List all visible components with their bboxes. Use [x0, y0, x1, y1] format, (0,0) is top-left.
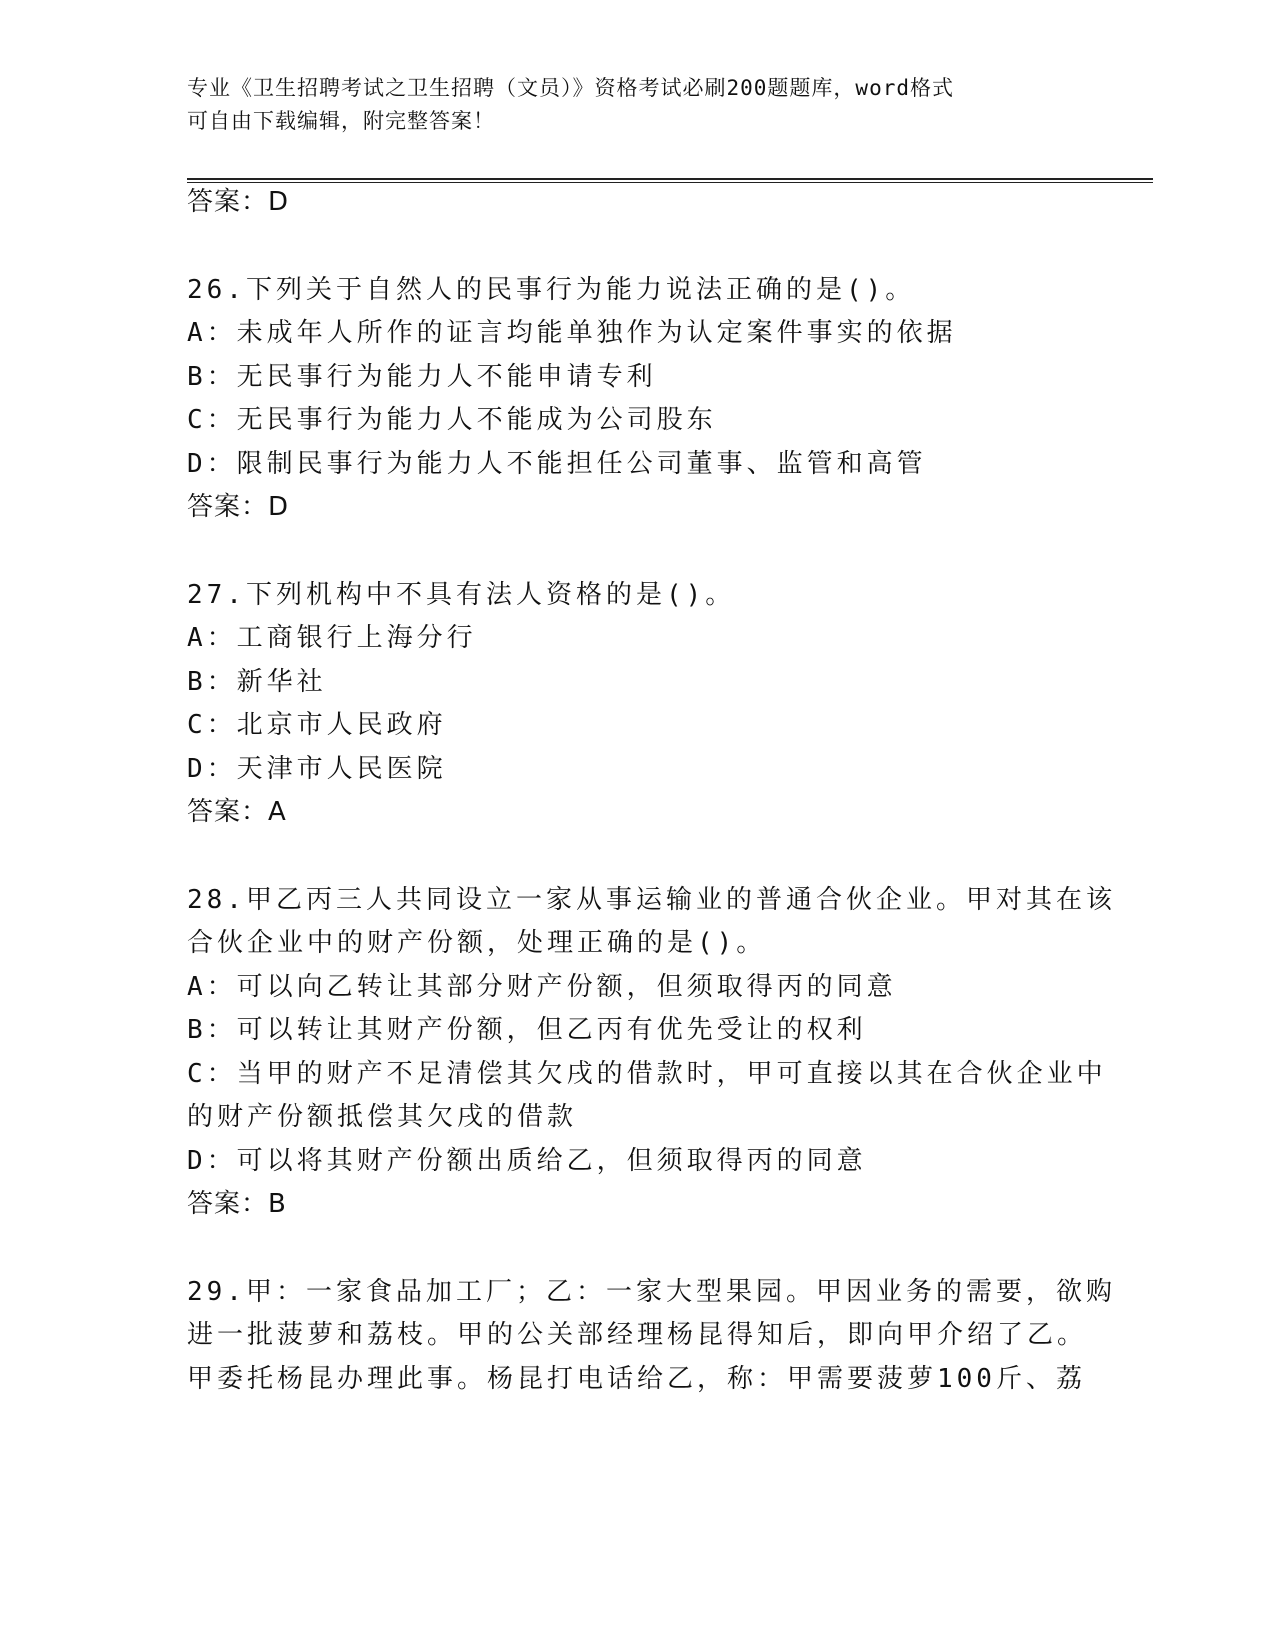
question-26-option-d: D：限制民事行为能力人不能担任公司董事、监管和高管 — [187, 449, 927, 479]
question-29-stem-line-3: 甲委托杨昆办理此事。杨昆打电话给乙，称：甲需要菠萝100斤、荔 — [187, 1364, 1086, 1394]
question-27-option-d: D：天津市人民医院 — [187, 754, 447, 784]
question-28-option-a: A：可以向乙转让其部分财产份额，但须取得丙的同意 — [187, 972, 897, 1002]
question-27-stem: 27.下列机构中不具有法人资格的是()。 — [187, 580, 736, 610]
question-28-option-c-line-2: 的财产份额抵偿其欠戌的借款 — [187, 1102, 578, 1132]
question-26-answer: 答案：D — [187, 492, 290, 522]
document-header — [187, 72, 1067, 138]
question-26-option-c: C：无民事行为能力人不能成为公司股东 — [187, 405, 717, 435]
question-27-option-b: B：新华社 — [187, 667, 327, 697]
header-line-2: 可自由下载编辑，附完整答案！ — [187, 109, 495, 133]
previous-answer: 答案：D — [187, 187, 290, 217]
question-26-stem: 26.下列关于自然人的民事行为能力说法正确的是()。 — [187, 275, 916, 305]
question-28-answer: 答案：B — [187, 1189, 287, 1219]
question-29-stem-line-1: 29.甲：一家食品加工厂；乙：一家大型果园。甲因业务的需要，欲购 — [187, 1277, 1116, 1307]
header-line-1: 专业《卫生招聘考试之卫生招聘（文员）》资格考试必刷200题题库，word格式 — [187, 76, 954, 100]
question-29-stem-line-2: 进一批菠萝和荔枝。甲的公关部经理杨昆得知后，即向甲介绍了乙。 — [187, 1320, 1088, 1350]
header-divider — [187, 178, 1153, 183]
question-26-option-b: B：无民事行为能力人不能申请专利 — [187, 362, 657, 392]
question-28-stem-line-1: 28.甲乙丙三人共同设立一家从事运输业的普通合伙企业。甲对其在该 — [187, 885, 1116, 915]
question-28-option-d: D：可以将其财产份额出质给乙，但须取得丙的同意 — [187, 1146, 867, 1176]
question-27-option-c: C：北京市人民政府 — [187, 710, 447, 740]
question-28-option-b: B：可以转让其财产份额，但乙丙有优先受让的权利 — [187, 1015, 867, 1045]
question-28-option-c-line-1: C：当甲的财产不足清偿其欠戌的借款时，甲可直接以其在合伙企业中 — [187, 1059, 1107, 1089]
question-26-option-a: A：未成年人所作的证言均能单独作为认定案件事实的依据 — [187, 318, 957, 348]
question-28-stem-line-2: 合伙企业中的财产份额，处理正确的是()。 — [187, 928, 767, 958]
question-27-answer: 答案：A — [187, 797, 287, 827]
question-27-option-a: A：工商银行上海分行 — [187, 623, 477, 653]
